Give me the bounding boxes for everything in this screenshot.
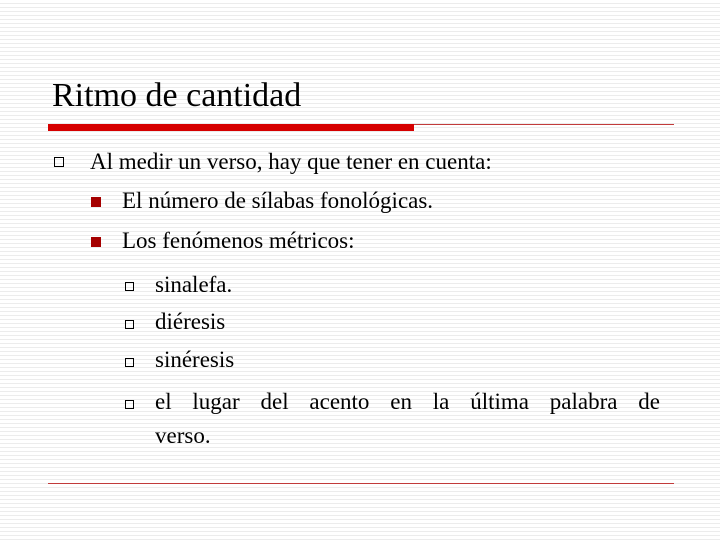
bullet-level2-text: Los fenómenos métricos: (122, 228, 355, 253)
bullet-level1-text: Al medir un verso, hay que tener en cuenta: (90, 149, 492, 174)
bullet-level3-text: sinéresis (155, 347, 235, 372)
bullet-level3-text: diéresis (155, 309, 226, 334)
hollow-square-bullet-icon (54, 157, 64, 167)
bottom-divider (48, 483, 674, 486)
bullet-level2-text: El número de sílabas fonológicas. (122, 188, 434, 213)
hollow-square-bullet-icon (125, 358, 134, 367)
hollow-square-bullet-icon (125, 282, 134, 291)
hollow-square-bullet-icon (125, 320, 134, 329)
bullet-level3-text: sinalefa. (155, 272, 233, 297)
solid-square-bullet-icon (91, 237, 101, 247)
bullet-level3-continuation: verso. (155, 423, 211, 448)
slide-title: Ritmo de cantidad (52, 77, 302, 114)
hollow-square-bullet-icon (125, 400, 134, 409)
solid-square-bullet-icon (91, 197, 101, 207)
bullet-level3-text: el lugar del acento en la última palabra de (155, 389, 660, 414)
